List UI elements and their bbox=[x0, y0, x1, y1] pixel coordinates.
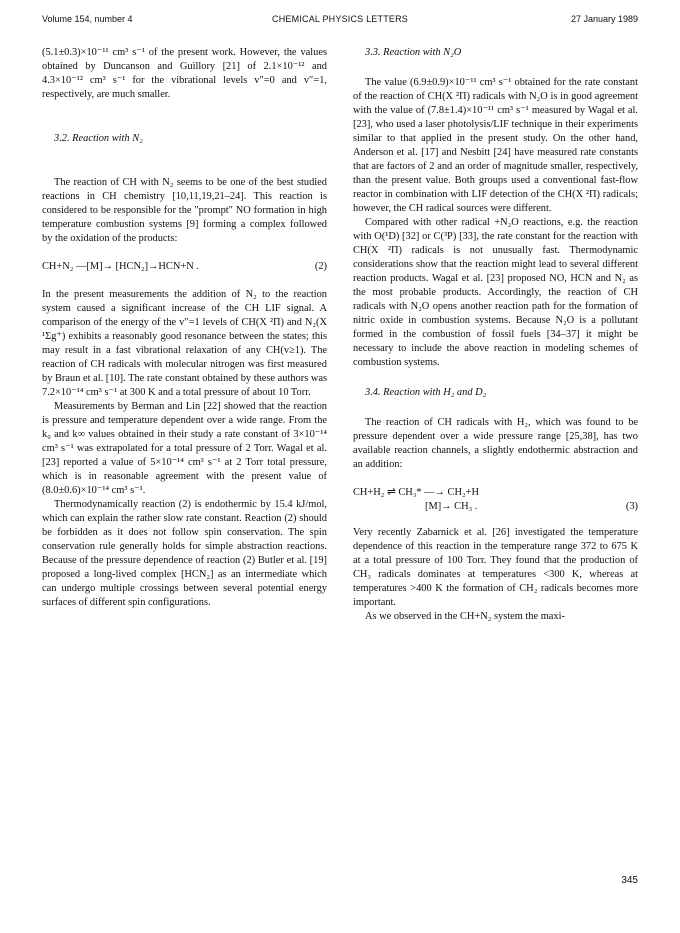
section-heading-3-4: 3.4. Reaction with H₂ and D₂ bbox=[365, 387, 487, 398]
section-heading-3-3: 3.3. Reaction with N₂O bbox=[365, 47, 462, 58]
equation-3-branch: [M]→ CH₃ . bbox=[425, 501, 478, 512]
equation-3-line-2 bbox=[353, 500, 638, 514]
paragraph: The reaction of CH radicals with H₂, which was found to be pressure dependent over a wide pressure range [25,38], has two available reaction channels, a slightly endothermic abstraction and an addition: bbox=[353, 417, 638, 470]
issue-date: 27 January 1989 bbox=[570, 14, 638, 24]
paragraph: In the present measurements the addition of N₂ to the reaction system caused a significant increase of the CH LIF signal. A comparison of the energy of the v″=1 levels of CH(X ²Π) and N₂(X ¹Σg⁺) exhibits a reasonably good resonance between the states; this may result in a fast vibrational relaxation of any CH(v≥1). The reaction of CH radicals with molecular nitrogen was first measured by Braun et al. [10]. The rate constant obtained by these authors was 7.2×10⁻¹⁴ cm³ s⁻¹ at 300 K and a total pressure of about 10 Torr. bbox=[42, 289, 327, 398]
paragraph: Thermodynamically reaction (2) is endothermic by 15.4 kJ/mol, which can explain the rather slow rate constant. Reaction (2) should be forbidden as it does not follow spin conservation. The spin conservation rule generally holds for simple abstraction reactions. Because of the pressure dependence of reaction (2) Butler et al. [19] proposed a long-lived complex [HCN₂] as an intermediate which can undergo multiple crossings between several potential energy surfaces of different spin configurations. bbox=[42, 499, 327, 608]
paragraph: The value (6.9±0.9)×10⁻¹¹ cm³ s⁻¹ obtained for the rate constant of the reaction of CH(X ²Π) radicals with N₂O is in good agreement with the value of (7.8±1.4)×10⁻¹¹ cm³ s⁻¹ measured by Wagal et al. [23], who used a laser photolysis/LIF technique in their experiments similar to that applied in the present study. On the other hand, Anderson et al. [17] and Nesbitt [24] have measured rate constants that are factors of 2 and an order of magnitude smaller, respectively, than the present value. Both groups used a conventional fast-flow reactor in combination with LIF detection of the CH(X ²Π) radicals; however, the CH radical sources were different. bbox=[353, 77, 638, 214]
journal-volume: Volume 154, number 4 bbox=[42, 14, 133, 24]
equation-2 bbox=[42, 260, 327, 274]
equation-2-body: CH+N₂ —[M]→ [HCN₂]→HCN+N . bbox=[42, 261, 199, 272]
paragraph: Very recently Zabarnick et al. [26] investigated the temperature dependence of this reaction in the temperature range 372 to 675 K at a total pressure of 100 Torr. They found that the production of CH₃ radicals dominates at temperatures <300 K, whereas at temperatures >400 K the formation of CH₂ radicals becomes more important. bbox=[353, 527, 638, 608]
paragraph: The reaction of CH with N₂ seems to be one of the best studied reactions in CH chemistry [10,11,19,21–24]. This reaction is considered to be responsible for the "prompt" NO formation in high temperature combustion systems [9] forming a complex followed by the oxidation of the products: bbox=[42, 177, 327, 244]
equation-3-number: (3) bbox=[625, 501, 638, 512]
equation-2-number: (2) bbox=[314, 261, 327, 272]
left-column bbox=[42, 46, 327, 610]
paragraph: Measurements by Berman and Lin [22] showed that the reaction is pressure and temperature dependent over a wide range. From the k₀ and k∞ values obtained in their study a rate constant of 3×10⁻¹⁴ cm³ s⁻¹ was extrapolated for a total pressure of 2 Torr. Wagal et al. [23] reported a value of 5×10⁻¹⁴ cm³ s⁻¹ at 2 Torr total pressure, which is in reasonable agreement with the present value of (8.0±0.6)×10⁻¹⁴ cm³ s⁻¹. bbox=[42, 401, 327, 496]
paragraph: (5.1±0.3)×10⁻¹¹ cm³ s⁻¹ of the present work. However, the values obtained by Duncanson and Guillory [21] of 2.1×10⁻¹² and 4.3×10⁻¹² cm³ s⁻¹ for the vibrational levels v″=0 and v″=1, respectively, are much smaller. bbox=[42, 47, 327, 100]
page-number: 345 bbox=[621, 875, 638, 886]
section-heading-3-2: 3.2. Reaction with N₂ bbox=[54, 133, 143, 144]
paragraph: As we observed in the CH+N₂ system the maxi- bbox=[365, 611, 565, 622]
equation-3-line-1 bbox=[353, 486, 638, 500]
equation-3-body: CH+H₂ ⇌ CH₃* —→ CH₂+H bbox=[353, 487, 479, 498]
paragraph: Compared with other radical +N₂O reactions, e.g. the reaction with O(¹D) [32] or C(³P) [33], the rate constant for the reaction with CH(X ²Π) radicals is not unusually fast. Thermodynamic considerations show that the reaction might lead to several different reaction products. Wagal et al. [23] proposed NO, HCN and N₂ as the most probable products. Accordingly, the reaction of CH radicals with N₂O opens another reaction path for the formation of nitric oxide in combustion systems. Because N₂O is a pollutant formed in the combustion of fossil fuels [34–37] it might be necessary to include the above reaction in modeling schemes of combustion systems. bbox=[353, 217, 638, 368]
running-header bbox=[42, 14, 638, 28]
journal-title: CHEMICAL PHYSICS LETTERS bbox=[272, 14, 408, 24]
right-column bbox=[353, 46, 638, 624]
